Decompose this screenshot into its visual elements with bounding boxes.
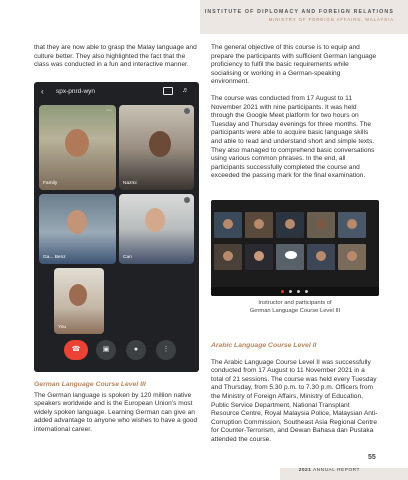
tile-label: Can [123, 255, 132, 260]
video-tile-benz [39, 194, 116, 264]
course-details-paragraph: The course was conducted from 17 August to 11 November 2021 with nine participants. It was held through the Google Meet platform for two hours on Tuesday and Thursday evenings for three months. The participants were able to acquire basic language skills and able to read and understand short and simple texts. They also managed to comprehend basic conversations using various common phrases. In the end, all participants successfully completed the course and exceeded the passing mark for the final examination. [211, 94, 375, 180]
left-intro-text [34, 44, 200, 78]
photo-caption [211, 300, 379, 315]
zoom-tile [338, 244, 366, 270]
right-column-text [211, 44, 379, 189]
participant-face [285, 219, 295, 229]
zoom-tile [307, 212, 335, 238]
meeting-code: spx-pnrd-wyn [56, 88, 96, 95]
participant-face [145, 208, 165, 232]
participant-face [149, 131, 171, 157]
video-tile-you [54, 268, 104, 334]
camera-switch-icon [163, 87, 173, 95]
participant-face [254, 219, 264, 229]
participant-face [223, 251, 233, 261]
zoom-tile [307, 244, 335, 270]
participant-face [69, 284, 87, 306]
participant-face [316, 251, 326, 261]
objective-paragraph: The general objective of this course is to equip and prepare the participants with sufficient German language proficiency to fulfil the basic requirements while socialising or working in a German-speaking environment. [211, 44, 377, 86]
tile-label: You [58, 325, 67, 330]
caption-line-2: German Language Course Level III [249, 307, 341, 314]
more-icon: ⋯ [106, 108, 112, 114]
german-section [34, 381, 200, 443]
arabic-title: Arabic Language Course Level II [211, 342, 317, 349]
zoom-tile [245, 244, 273, 270]
zoom-tile [276, 244, 304, 270]
arabic-section [211, 342, 379, 453]
participant-face [254, 251, 264, 261]
speaker-icon: ♬ [182, 87, 189, 94]
toolbar-dot-icon [297, 290, 300, 293]
german-body: The German language is spoken by 120 million native speakers worldwide and is the European Union's most widely spoken language. Learning German can give an added advantage to anyone who wishes to have a good international career. [34, 391, 198, 433]
zoom-tile [276, 212, 304, 238]
zoom-class-photo [211, 200, 379, 296]
participant-face [347, 251, 357, 261]
participant-face [67, 210, 87, 234]
toolbar-dot-icon [289, 290, 292, 293]
mic-off-icon [184, 197, 190, 203]
mic-icon [184, 108, 190, 114]
header-org: INSTITUTE OF DIPLOMACY AND FOREIGN RELATIONS [204, 9, 394, 15]
footer-year: 2021 [298, 468, 312, 473]
participant-face [223, 219, 233, 229]
video-tile-family [39, 105, 116, 190]
mic-toggle-button[interactable]: ● [126, 340, 146, 360]
arabic-body: The Arabic Language Course Level II was successfully conducted from 17 August to 11 November 2021 in a total of 21 sessions. The course was held every Tuesday and Thursday, from 5.30 p.m. to 7.30 p.m. Officers from the Ministry of Foreign Affairs, Ministry of Education, Public Service Department, National Transplant Resource Centre, Royal Malaysia Police, Malaysian Anti-Corruption Commission, Southeast Asia Regional Centre for Counter-Terrorism, and Dewan Bahasa dan Pustaka attended the course. [211, 358, 378, 443]
footer-report: ANNUAL REPORT [312, 468, 360, 473]
caption-line-1: Instructor and participants of [258, 300, 332, 306]
meet-top-bar [34, 82, 199, 102]
footer-label [299, 468, 360, 473]
tile-label: Family [43, 181, 58, 186]
camera-toggle-button[interactable]: ▣ [96, 340, 116, 360]
page-number: 55 [368, 454, 376, 461]
toolbar-dot-icon [305, 290, 308, 293]
end-call-button[interactable]: ☎ [64, 340, 88, 360]
zoom-tile [245, 212, 273, 238]
more-options-button[interactable]: ⋮ [156, 340, 176, 360]
header-ministry: MINISTRY OF FOREIGN AFFAIRS, MALAYSIA [268, 17, 394, 22]
video-tile-can [119, 194, 194, 264]
tile-label: Nazmi [123, 181, 137, 186]
participant-face [347, 219, 357, 229]
zoom-tile [338, 212, 366, 238]
header-band [200, 0, 408, 34]
german-title: German Language Course Level III [34, 381, 146, 388]
participant-avatar [285, 251, 297, 259]
zoom-tile [214, 244, 242, 270]
record-indicator-icon [281, 290, 284, 293]
participant-face [65, 129, 89, 157]
zoom-tile [214, 212, 242, 238]
zoom-toolbar [211, 287, 379, 296]
video-tile-nazmi [119, 105, 194, 190]
left-intro-paragraph: that they are now able to grasp the Malay language and culture better. They also highlighted the fact that the class was conducted in a fun and interactive manner. [34, 44, 197, 69]
back-arrow-icon: ‹ [41, 87, 44, 96]
tile-label: Ga... Benz [43, 255, 66, 260]
google-meet-screenshot [34, 82, 199, 372]
participant-face [316, 219, 326, 229]
